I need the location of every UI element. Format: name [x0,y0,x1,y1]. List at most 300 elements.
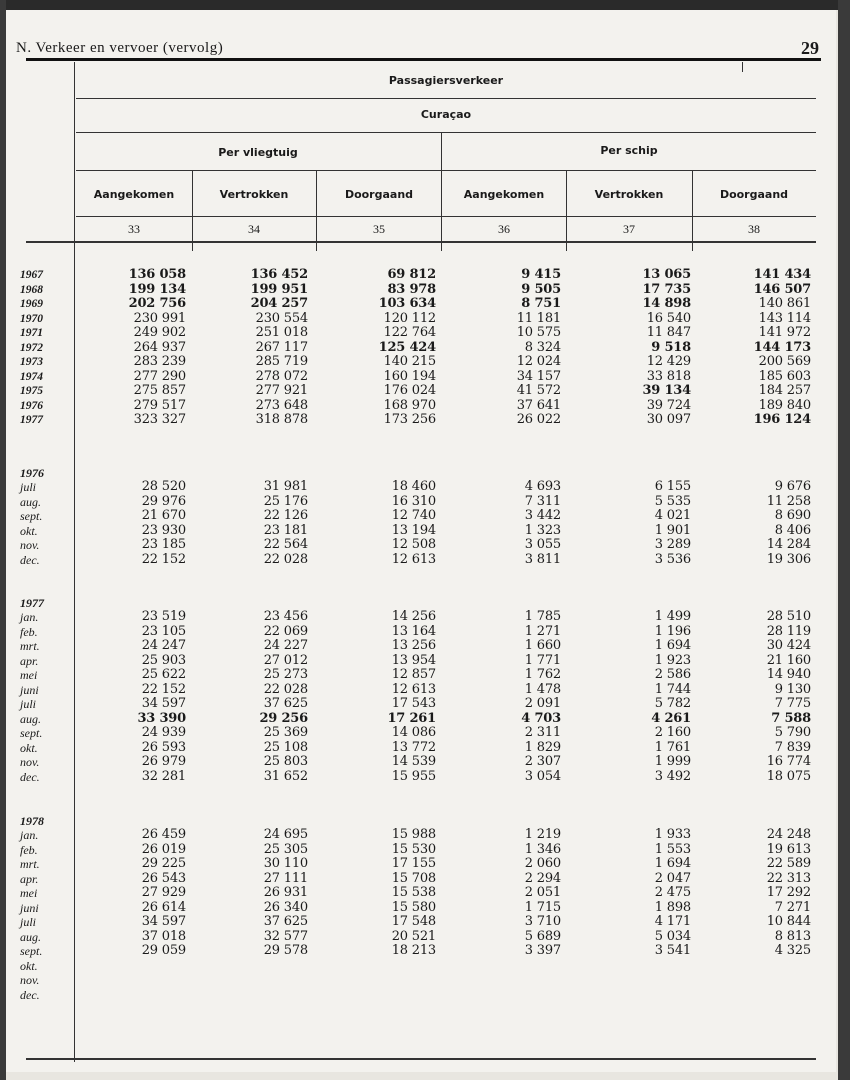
table-cell: 200 569 [758,354,811,369]
row-label: okt. [20,958,38,973]
table-cell: 22 126 [263,508,308,523]
row-label: 1972 [20,341,43,354]
table-row [6,625,836,640]
table-cell: 34 597 [141,696,186,711]
table-cell: 273 648 [255,397,308,413]
table-cell: 17 543 [391,696,436,711]
table-cell: 26 614 [141,899,186,915]
table-cell: 4 261 [651,710,691,726]
table-cell: 1 271 [524,623,561,639]
table-cell: 1 785 [524,609,561,624]
table-cell: 27 012 [263,652,308,668]
row-label: 1974 [20,370,43,383]
table-cell: 3 054 [524,768,561,784]
table-cell: 29 256 [259,710,308,726]
table-row [6,770,836,785]
table-row [6,355,836,370]
row-label: juni [20,900,39,915]
table-cell: 3 811 [524,551,561,567]
table-cell: 136 452 [250,267,308,282]
table-cell: 12 613 [391,551,436,567]
table-cell: 9 505 [521,281,561,297]
table-cell: 30 097 [646,412,691,427]
table-cell: 4 171 [654,914,691,929]
table-cell: 4 021 [654,508,691,523]
table-cell: 1 829 [524,739,561,755]
table-cell: 18 460 [391,479,436,494]
table-cell: 13 164 [391,623,436,639]
table-cell: 7 775 [774,696,811,711]
table-cell: 24 247 [141,638,186,653]
table-cell: 34 157 [516,368,561,384]
table-cell: 22 152 [141,551,186,567]
table-cell: 26 022 [516,412,561,427]
table-cell: 5 790 [774,725,811,740]
table-cell: 12 508 [391,537,436,552]
table-cell: 2 160 [654,725,691,740]
column-header-5: Vertrokken [594,188,664,201]
table-cell: 24 695 [263,827,308,842]
table-cell: 323 327 [133,412,186,427]
table-cell: 19 613 [766,841,811,857]
table-cell: 1 715 [524,899,561,915]
table-cell: 8 690 [774,508,811,523]
table-cell: 23 519 [141,609,186,624]
table-cell: 1 694 [654,638,691,653]
table-row [6,668,836,683]
table-cell: 31 981 [263,479,308,494]
table-cell: 249 902 [133,325,186,340]
table-cell: 2 294 [524,870,561,886]
table-cell: 12 740 [391,508,436,523]
table-cell: 279 517 [133,397,186,413]
row-label: feb. [20,624,38,639]
table-row [6,930,836,945]
table-cell: 16 310 [391,493,436,509]
table-cell: 23 185 [141,537,186,552]
table-cell: 140 215 [383,354,436,369]
column-number-3: 35 [373,222,385,236]
column-header-2: Vertrokken [219,188,289,201]
table-cell: 1 744 [654,681,691,697]
table-row [6,553,836,568]
table-cell: 26 340 [263,899,308,915]
table-cell: 199 951 [250,281,308,297]
column-number-1: 33 [128,222,140,236]
row-label: mrt. [20,639,40,653]
header-rule [26,58,821,61]
table-cell: 267 117 [255,339,308,355]
table-cell: 22 028 [263,681,308,697]
table-cell: 31 652 [263,768,308,784]
table-cell: 26 979 [141,754,186,769]
table-cell: 2 047 [654,870,691,886]
column-header-1: Aangekomen [93,188,175,201]
table-cell: 32 281 [141,768,186,784]
table-cell: 1 901 [654,522,691,538]
table-cell: 17 548 [391,914,436,929]
table-cell: 29 578 [263,943,308,958]
table-cell: 1 999 [654,754,691,769]
table-row [6,944,836,959]
table-cell: 275 857 [133,383,186,398]
table-cell: 1 323 [524,522,561,538]
table-cell: 168 970 [383,397,436,413]
table-row [6,399,836,414]
table-cell: 1 478 [524,681,561,697]
table-cell: 7 311 [524,493,561,509]
table-cell: 26 593 [141,739,186,755]
table-cell: 41 572 [516,383,561,398]
table-cell: 6 155 [654,479,691,494]
row-label: juni [20,682,39,697]
table-cell: 19 306 [766,551,811,567]
table-cell: 15 580 [391,899,436,915]
row-label: 1967 [20,269,43,281]
table-row [6,413,836,428]
table-cell: 25 903 [141,652,186,668]
row-label: jan. [20,828,39,842]
table-cell: 3 289 [654,537,691,552]
table-cell: 8 751 [521,296,561,311]
table-cell: 264 937 [133,339,186,355]
table-cell: 10 844 [766,914,811,929]
table-cell: 3 055 [524,537,561,552]
row-label: okt. [20,523,38,538]
table-row [6,843,836,858]
table-cell: 1 694 [654,856,691,871]
table-cell: 1 898 [654,899,691,915]
table-cell: 22 152 [141,681,186,697]
row-label: nov. [20,538,40,552]
table-row [6,683,836,698]
table-cell: 24 939 [141,725,186,740]
table-row [6,524,836,539]
table-cell: 14 898 [642,296,691,311]
table-cell: 283 239 [133,354,186,369]
table-cell: 278 072 [255,368,308,384]
page-right-edge [838,0,850,1080]
row-label: sept. [20,509,43,523]
table-cell: 1 346 [524,841,561,857]
table-cell: 29 976 [141,493,186,509]
table-cell: 23 181 [263,522,308,538]
table-cell: 189 840 [758,397,811,413]
row-label: 1977 [20,414,43,426]
table-cell: 18 213 [391,943,436,958]
table-cell: 15 530 [391,841,436,857]
table-cell: 17 735 [642,281,691,297]
table-cell: 140 861 [758,296,811,311]
table-cell: 318 878 [255,412,308,427]
table-cell: 15 955 [391,768,436,784]
row-label: mei [20,668,38,682]
table-cell: 26 931 [263,885,308,900]
table-cell: 9 415 [521,267,561,282]
row-label: 1973 [20,356,43,368]
table-cell: 141 434 [753,267,811,282]
table-cell: 26 019 [141,841,186,857]
table-cell: 5 535 [654,493,691,509]
table-cell: 1 660 [524,638,561,653]
table-cell: 103 634 [378,296,436,311]
table-cell: 184 257 [758,383,811,398]
table-row [6,712,836,727]
table-cell: 230 554 [255,310,308,326]
table-bottom-rule [26,1058,816,1060]
sea-title: Per schip [600,144,658,157]
table-row [6,326,836,341]
table-cell: 2 311 [524,725,561,740]
table-row [6,538,836,553]
table-cell: 15 988 [391,827,436,842]
right-divider [742,62,743,72]
table-cell: 37 625 [263,914,308,929]
table-row [6,872,836,887]
table-cell: 23 456 [263,609,308,624]
row-label: nov. [20,973,40,987]
table-cell: 3 710 [524,914,561,929]
row-label: juli [20,915,37,929]
table-cell: 25 622 [141,667,186,682]
row-label: nov. [20,755,40,769]
row-label: 1975 [20,385,43,397]
table-cell: 30 110 [263,856,308,871]
table-cell: 34 597 [141,914,186,929]
table-cell: 1 553 [654,841,691,857]
block-year: 1977 [20,596,44,610]
group-title: Passagiersverkeer [388,74,504,87]
table-cell: 26 459 [141,827,186,842]
table-cell: 20 521 [391,928,436,944]
column-header-3: Doorgaand [344,188,414,201]
table-cell: 29 225 [141,856,186,871]
table-cell: 16 774 [766,754,811,769]
table-cell: 13 256 [391,638,436,653]
table-cell: 25 108 [263,739,308,755]
table-row [6,370,836,385]
table-cell: 136 058 [128,267,186,282]
row-label: dec. [20,552,40,567]
table-row [6,283,836,298]
table-cell: 26 543 [141,870,186,886]
table-row [6,495,836,510]
page-top-edge [0,0,850,10]
table-row [6,959,836,974]
table-cell: 251 018 [255,325,308,340]
table-cell: 4 703 [521,710,561,726]
table-cell: 25 803 [263,754,308,769]
column-number-5: 37 [623,222,635,236]
page-number: 29 [801,38,819,58]
row-label: 1969 [20,298,43,310]
table-cell: 28 520 [141,479,186,494]
table-row [6,886,836,901]
table-cell: 5 689 [524,928,561,944]
table-cell: 5 034 [654,928,691,944]
table-cell: 8 813 [774,928,811,944]
table-cell: 1 196 [654,623,691,639]
table-cell: 1 762 [524,667,561,682]
table-row [6,973,836,988]
table-cell: 14 086 [391,725,436,740]
table-cell: 1 771 [524,652,561,668]
annual-rows [6,268,836,428]
row-label: 1970 [20,312,43,325]
table-cell: 7 588 [771,710,811,726]
row-label: mrt. [20,857,40,871]
table-cell: 22 589 [766,856,811,871]
table-cell: 199 134 [128,281,186,297]
table-cell: 230 991 [133,310,186,326]
table-cell: 17 261 [387,710,436,726]
row-label: aug. [20,711,41,726]
table-cell: 122 764 [383,325,436,340]
row-label: okt. [20,740,38,755]
table-cell: 23 105 [141,623,186,639]
row-label: juli [20,480,37,494]
table-cell: 146 507 [753,281,811,297]
table-cell: 277 921 [255,383,308,398]
row-label: aug. [20,929,41,944]
table-row [6,654,836,669]
table-cell: 11 181 [516,310,561,326]
table-cell: 15 708 [391,870,436,886]
row-label: jan. [20,610,39,624]
table-cell: 11 847 [646,325,691,340]
table-row [6,915,836,930]
table-cell: 21 160 [766,652,811,668]
table-cell: 22 069 [263,623,308,639]
month-block [6,480,836,567]
header-bottom-rule [26,241,816,243]
table-cell: 25 176 [263,493,308,509]
row-label: dec. [20,987,40,1002]
table-row [6,312,836,327]
column-header-6: Doorgaand [719,188,789,201]
column-number-6: 38 [748,222,760,236]
table-cell: 22 313 [766,870,811,886]
table-cell: 69 812 [387,267,436,282]
table-cell: 9 518 [651,339,691,355]
table-cell: 22 028 [263,551,308,567]
table-row [6,341,836,356]
table-cell: 21 670 [141,508,186,523]
table-cell: 202 756 [128,296,186,311]
table-cell: 143 114 [758,310,811,326]
table-cell: 12 024 [516,354,561,369]
table-cell: 27 929 [141,885,186,900]
table-row [6,857,836,872]
table-row [6,988,836,1003]
table-cell: 3 442 [524,508,561,523]
table-cell: 23 930 [141,522,186,538]
table-row [6,901,836,916]
table-cell: 4 693 [524,479,561,494]
table-cell: 12 857 [391,667,436,682]
table-row [6,755,836,770]
table-cell: 160 194 [383,368,436,384]
page [6,10,836,1072]
table-cell: 204 257 [250,296,308,311]
table-row [6,741,836,756]
table-row [6,610,836,625]
column-number-4: 36 [498,222,510,236]
subgroup-title: Curaçao [420,108,472,121]
table-row [6,268,836,283]
table-cell: 2 091 [524,696,561,711]
table-cell: 11 258 [766,493,811,509]
table-cell: 25 305 [263,841,308,857]
table-cell: 14 284 [766,537,811,552]
table-cell: 9 130 [774,681,811,697]
table-cell: 15 538 [391,885,436,900]
table-cell: 29 059 [141,943,186,958]
row-label: feb. [20,842,38,857]
table-row [6,697,836,712]
month-block [6,610,836,784]
block-year: 1976 [20,466,44,480]
column-header-4: Aangekomen [463,188,545,201]
table-cell: 3 492 [654,768,691,784]
table-cell: 125 424 [378,339,436,355]
table-cell: 30 424 [766,638,811,653]
table-cell: 277 290 [133,368,186,384]
table-cell: 196 124 [753,412,811,427]
month-block [6,828,836,1002]
table-cell: 5 782 [654,696,691,711]
table-cell: 22 564 [263,537,308,552]
table-cell: 17 292 [766,885,811,900]
table-cell: 285 719 [255,354,308,369]
table-cell: 7 839 [774,739,811,755]
table-cell: 1 499 [654,609,691,624]
table-cell: 2 051 [524,885,561,900]
row-label: sept. [20,726,43,740]
table-row [6,384,836,399]
table-cell: 28 510 [766,609,811,624]
table-cell: 1 219 [524,827,561,842]
table-cell: 185 603 [758,368,811,384]
table-cell: 2 586 [654,667,691,682]
table-cell: 1 933 [654,827,691,842]
table-cell: 12 613 [391,681,436,697]
row-label: dec. [20,769,40,784]
table-cell: 83 978 [387,281,436,297]
table-cell: 24 227 [263,638,308,653]
table-cell: 1 923 [654,652,691,668]
table-cell: 13 772 [391,739,436,755]
table-cell: 25 273 [263,667,308,682]
table-cell: 13 194 [391,522,436,538]
table-cell: 32 577 [263,928,308,944]
table-cell: 13 065 [642,267,691,282]
table-cell: 1 761 [654,739,691,755]
table-row [6,480,836,495]
table-cell: 33 818 [646,368,691,384]
table-cell: 12 429 [646,354,691,369]
table-cell: 39 134 [642,383,691,398]
table-cell: 14 940 [766,667,811,682]
air-title: Per vliegtuig [218,146,298,159]
table-cell: 3 397 [524,943,561,958]
table-row [6,828,836,843]
table-cell: 9 676 [774,479,811,494]
row-label: mei [20,886,38,900]
row-label: apr. [20,653,39,668]
table-cell: 173 256 [383,412,436,427]
table-cell: 144 173 [753,339,811,355]
